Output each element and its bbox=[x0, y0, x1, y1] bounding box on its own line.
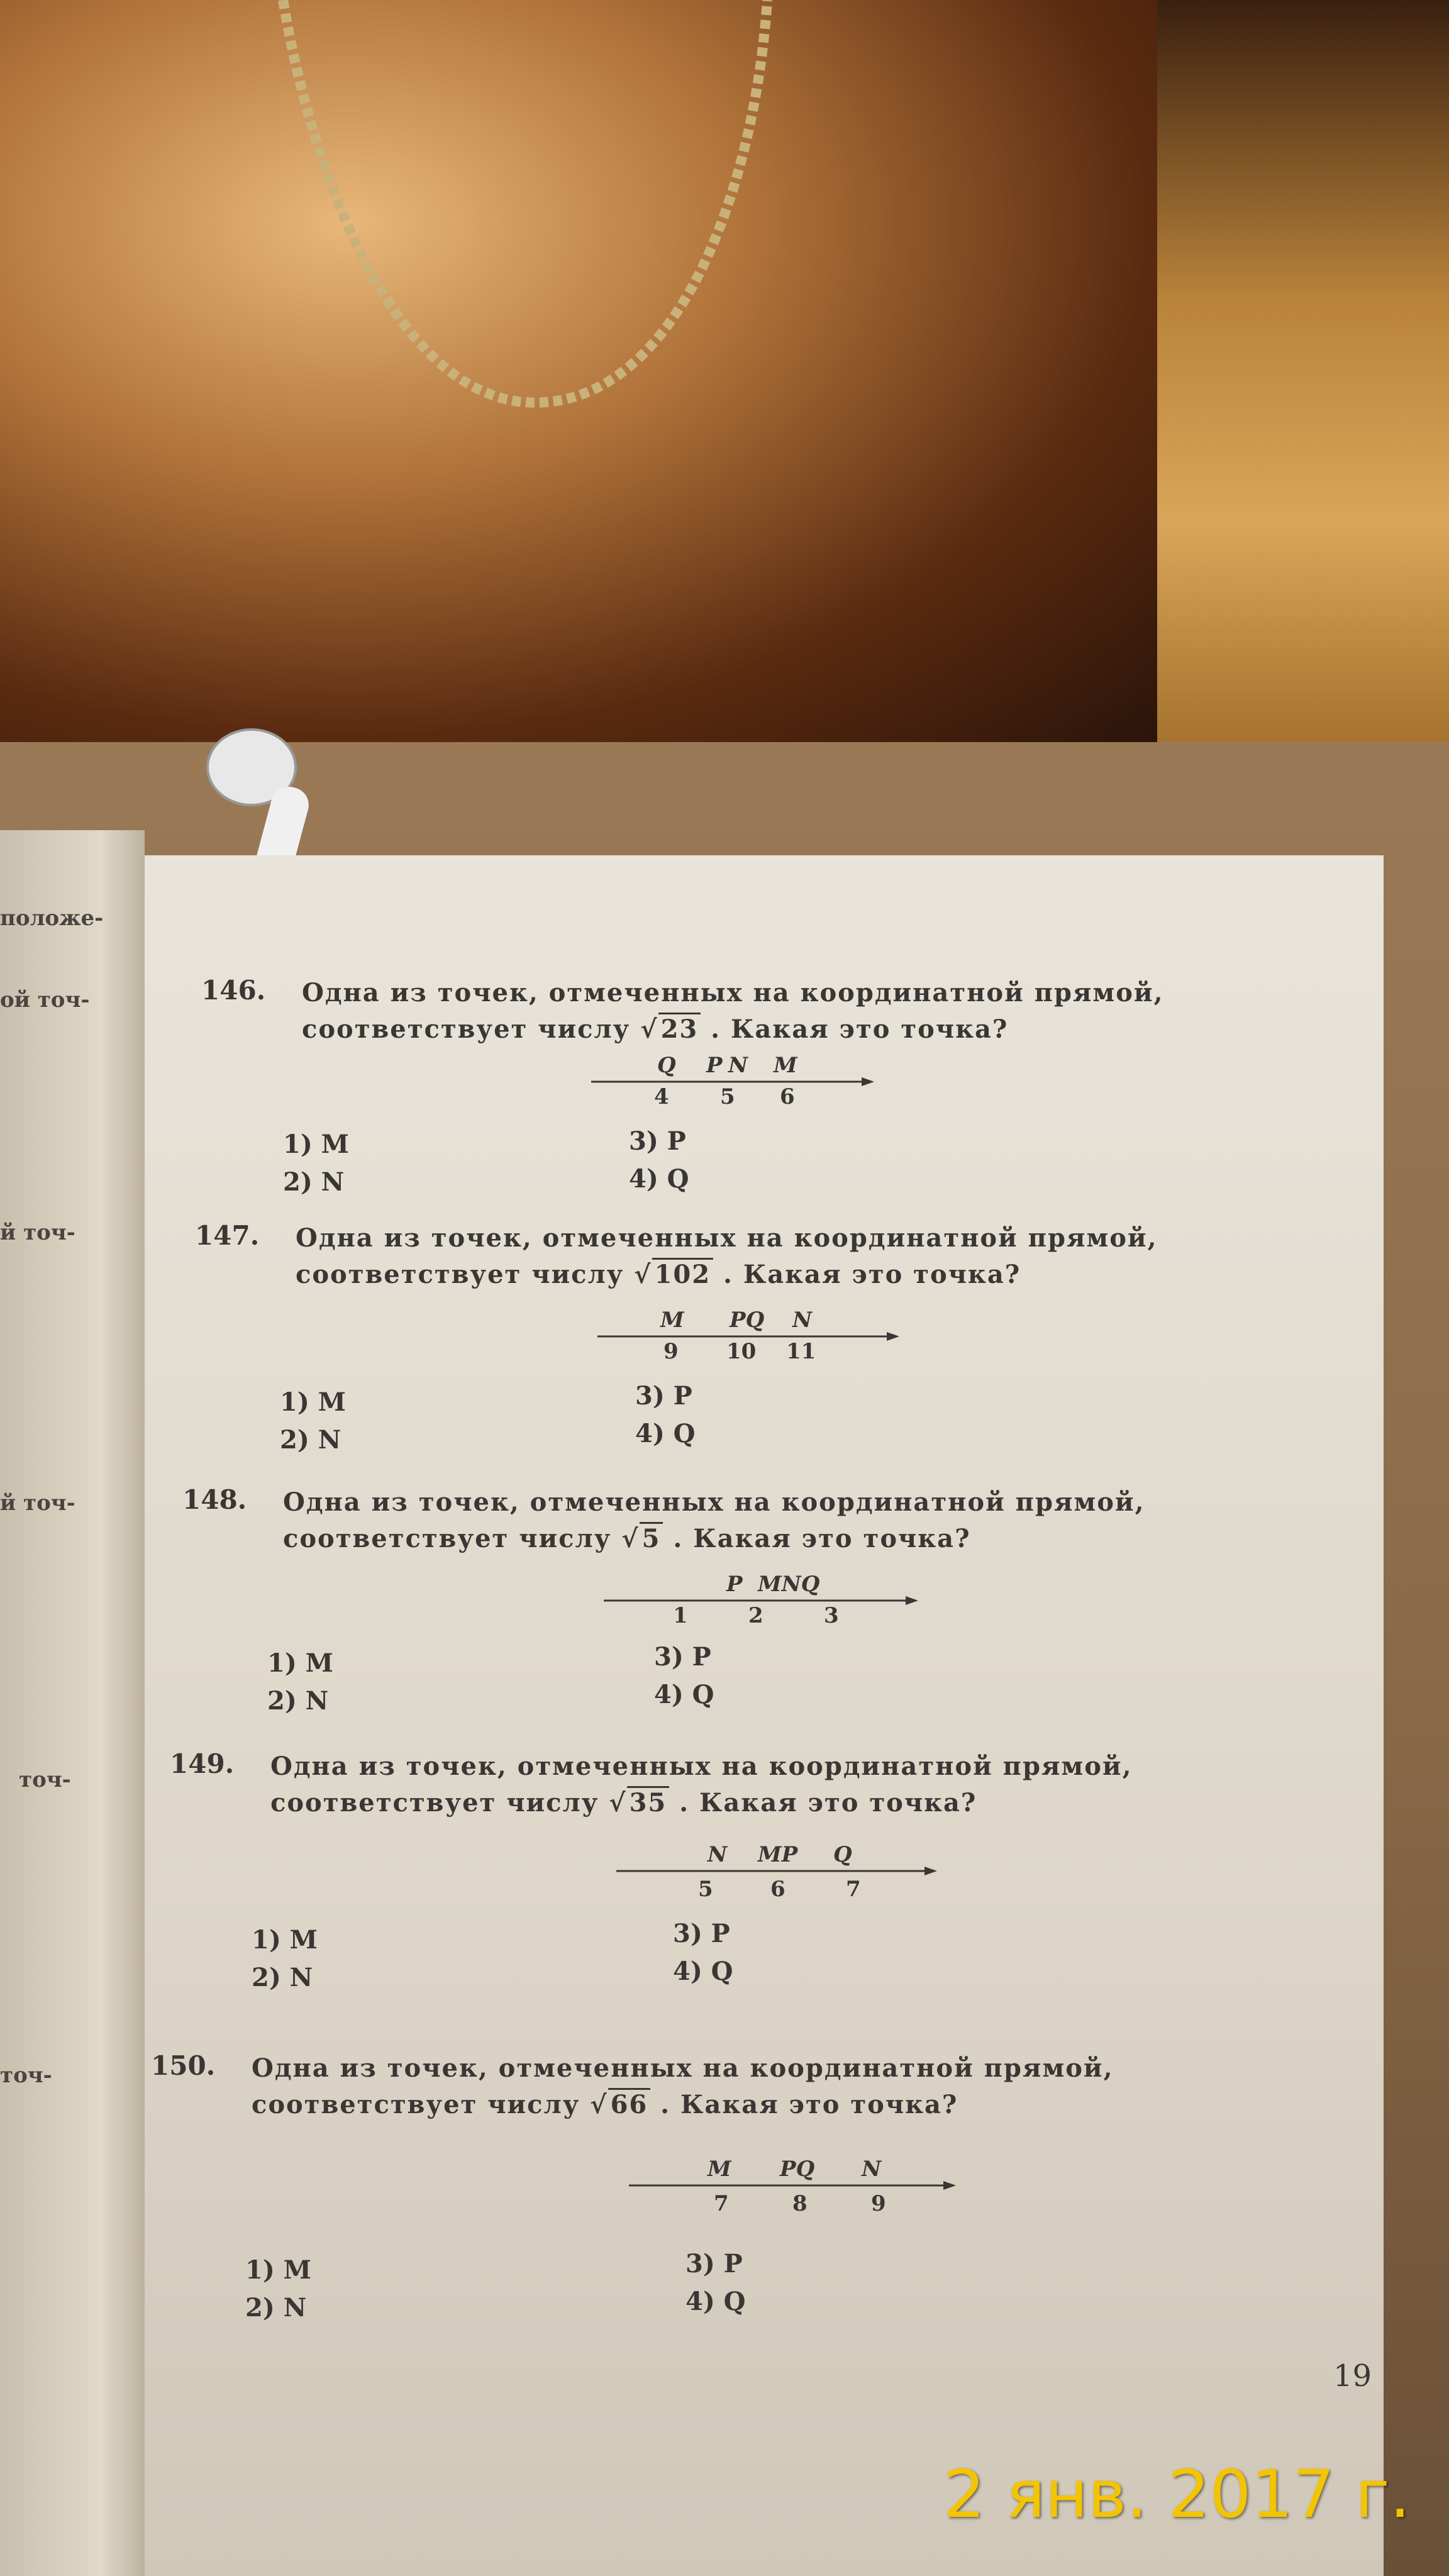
line-2-after: . Какая это точка? bbox=[660, 2090, 958, 2119]
problem-text bbox=[283, 1484, 1145, 1557]
gift-bag-cord bbox=[277, 0, 792, 440]
problem-text bbox=[302, 975, 1164, 1048]
point-label: MNQ bbox=[758, 1572, 820, 1597]
answer-option-2: 2) N bbox=[280, 1425, 341, 1455]
point-label: M bbox=[774, 1053, 797, 1078]
number-line bbox=[591, 1053, 969, 1110]
point-label: N bbox=[728, 1053, 748, 1078]
answer-option-3: 3) P bbox=[629, 1126, 686, 1156]
answer-options-right bbox=[686, 2245, 746, 2321]
answer-option-3: 3) P bbox=[654, 1642, 711, 1672]
point-label: P bbox=[706, 1053, 723, 1078]
problem-line-1: Одна из точек, отмеченных на координатной прямой, bbox=[252, 2053, 1114, 2083]
answer-options-left bbox=[283, 1126, 349, 1201]
tick-label: 2 bbox=[748, 1603, 763, 1628]
problem-line-1: Одна из точек, отмеченных на координатной прямой, bbox=[302, 978, 1164, 1008]
tick-label: 11 bbox=[786, 1339, 816, 1364]
problem-line-1: Одна из точек, отмеченных на координатной прямой, bbox=[283, 1487, 1145, 1517]
number-line bbox=[604, 1572, 981, 1629]
left-page-fragment: й точ- bbox=[0, 1491, 75, 1516]
tick-label: 6 bbox=[780, 1084, 795, 1109]
problem-number: 148. bbox=[182, 1484, 247, 1515]
tick-label: 7 bbox=[846, 1877, 861, 1899]
point-label: M bbox=[660, 1308, 684, 1333]
line-2-after: . Какая это точка? bbox=[679, 1788, 977, 1818]
page-number: 19 bbox=[1333, 2358, 1372, 2394]
answer-options-left bbox=[252, 1921, 318, 1997]
answer-options-left bbox=[245, 2251, 311, 2327]
point-label: Q bbox=[657, 1053, 676, 1078]
tick-label: 5 bbox=[720, 1084, 735, 1109]
point-label: N bbox=[862, 2157, 882, 2182]
answer-option-1: 1) M bbox=[245, 2255, 311, 2285]
tick-label: 1 bbox=[673, 1603, 688, 1628]
number-line bbox=[597, 1308, 975, 1365]
number-line bbox=[629, 2157, 1006, 2214]
line-2-before: соответствует числу bbox=[270, 1788, 609, 1818]
number-line bbox=[616, 1843, 994, 1899]
radicand: 5 bbox=[640, 1522, 663, 1553]
problem-line-2: соответствует числу √ 35 . Какая это точка? bbox=[270, 1785, 1133, 1821]
answer-option-4: 4) Q bbox=[686, 2287, 746, 2316]
answer-options-right bbox=[629, 1123, 689, 1198]
point-label: N bbox=[708, 1843, 728, 1867]
line-2-before: соответствует числу bbox=[296, 1260, 635, 1289]
answer-option-2: 2) N bbox=[252, 1963, 313, 1992]
line-2-before: соответствует числу bbox=[302, 1014, 641, 1044]
textbook-page bbox=[145, 855, 1384, 2576]
point-label: P bbox=[726, 1572, 743, 1597]
problem-line-2: соответствует числу √ 5 . Какая это точка? bbox=[283, 1521, 1145, 1557]
answer-option-2: 2) N bbox=[267, 1686, 329, 1716]
tick-label: 10 bbox=[726, 1339, 757, 1364]
answer-option-4: 4) Q bbox=[629, 1164, 689, 1194]
tick-label: 9 bbox=[871, 2191, 886, 2214]
tick-label: 9 bbox=[663, 1339, 679, 1364]
line-2-after: . Какая это точка? bbox=[673, 1524, 971, 1553]
answer-option-4: 4) Q bbox=[673, 1957, 733, 1986]
point-label: M bbox=[708, 2157, 731, 2182]
point-label: MP bbox=[758, 1843, 798, 1867]
tick-label: 5 bbox=[698, 1877, 713, 1899]
line-2-before: соответствует числу bbox=[283, 1524, 622, 1553]
answer-option-4: 4) Q bbox=[654, 1680, 714, 1709]
answer-option-2: 2) N bbox=[245, 2293, 307, 2323]
tick-label: 7 bbox=[714, 2191, 729, 2214]
problem-number: 150. bbox=[151, 2050, 216, 2081]
tick-label: 4 bbox=[654, 1084, 669, 1109]
date-stamp: 2 янв. 2017 г. bbox=[943, 2456, 1411, 2533]
problem-number: 147. bbox=[195, 1220, 260, 1251]
answer-option-2: 2) N bbox=[283, 1167, 345, 1197]
problem-line-1: Одна из точек, отмеченных на координатной прямой, bbox=[296, 1223, 1158, 1253]
answer-option-1: 1) M bbox=[283, 1130, 349, 1159]
left-page-fragment: точ- bbox=[0, 2063, 52, 2088]
answer-option-4: 4) Q bbox=[635, 1419, 696, 1448]
line-2-before: соответствует числу bbox=[252, 2090, 591, 2119]
point-label: PQ bbox=[730, 1308, 765, 1333]
radicand: 102 bbox=[652, 1258, 714, 1289]
left-book-page bbox=[0, 830, 145, 2576]
line-2-after: . Какая это точка? bbox=[723, 1260, 1021, 1289]
problem-text bbox=[296, 1220, 1158, 1293]
line-2-after: . Какая это точка? bbox=[711, 1014, 1009, 1044]
left-page-fragment: положе- bbox=[0, 906, 104, 931]
answer-option-1: 1) M bbox=[252, 1925, 318, 1955]
problem-number: 146. bbox=[201, 975, 266, 1006]
answer-option-3: 3) P bbox=[635, 1381, 692, 1411]
answer-option-1: 1) M bbox=[280, 1387, 346, 1417]
answer-options-right bbox=[635, 1377, 696, 1453]
radicand: 23 bbox=[658, 1013, 701, 1044]
tick-label: 3 bbox=[824, 1603, 839, 1628]
answer-options-left bbox=[280, 1384, 346, 1459]
radicand: 66 bbox=[608, 2088, 651, 2119]
point-label: N bbox=[792, 1308, 813, 1333]
problem-number: 149. bbox=[170, 1748, 235, 1779]
point-label: PQ bbox=[780, 2157, 815, 2182]
point-label: Q bbox=[833, 1843, 852, 1867]
problem-line-2: соответствует числу √ 66 . Какая это точка? bbox=[252, 2087, 1114, 2123]
problem-text bbox=[270, 1748, 1133, 1821]
problem-line-2: соответствует числу √ 102 . Какая это точка? bbox=[296, 1257, 1158, 1293]
answer-options-right bbox=[654, 1638, 714, 1714]
problem-line-1: Одна из точек, отмеченных на координатной прямой, bbox=[270, 1752, 1133, 1781]
left-page-fragment: ой точ- bbox=[0, 987, 90, 1013]
problem-line-2: соответствует числу √ 23 . Какая это точка? bbox=[302, 1011, 1164, 1048]
answer-option-1: 1) M bbox=[267, 1648, 333, 1678]
tick-label: 6 bbox=[770, 1877, 786, 1899]
answer-options-right bbox=[673, 1915, 733, 1990]
answer-options-left bbox=[267, 1645, 333, 1720]
left-page-fragment: точ- bbox=[19, 1767, 71, 1792]
left-page-fragment: й точ- bbox=[0, 1220, 75, 1245]
cardboard-box bbox=[1157, 0, 1449, 742]
problem-text bbox=[252, 2050, 1114, 2123]
answer-option-3: 3) P bbox=[686, 2249, 743, 2279]
radicand: 35 bbox=[627, 1786, 670, 1818]
tick-label: 8 bbox=[792, 2191, 808, 2214]
answer-option-3: 3) P bbox=[673, 1919, 730, 1948]
